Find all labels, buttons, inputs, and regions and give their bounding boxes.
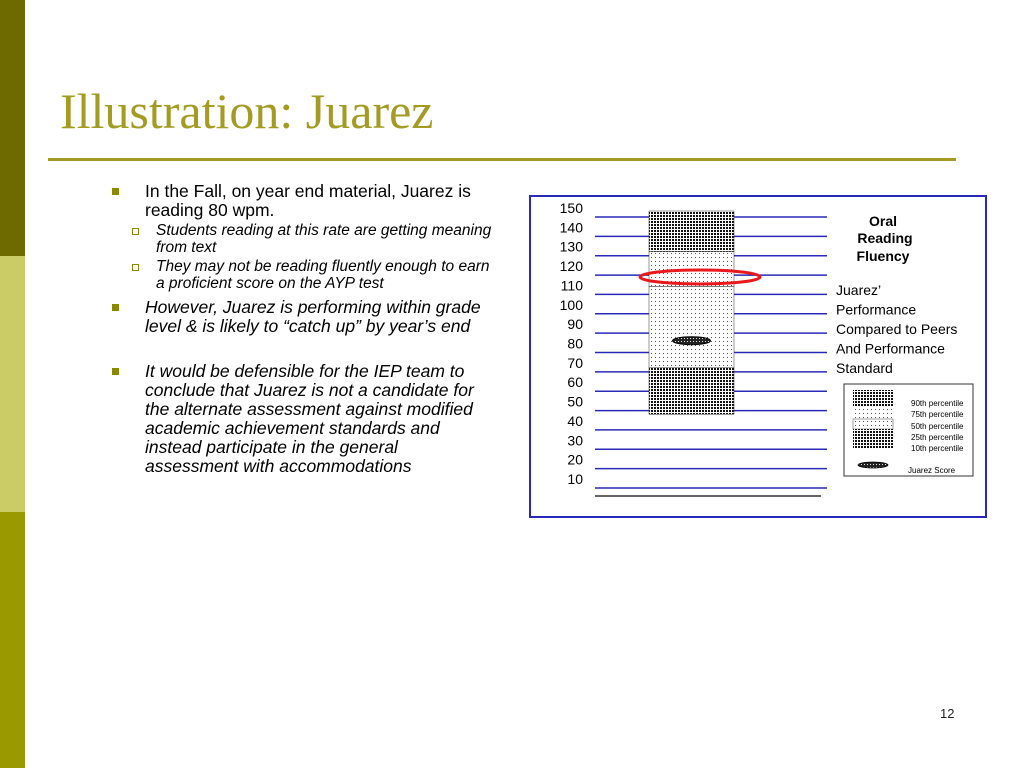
- bar-segment-25-10: [649, 368, 734, 414]
- y-tick-label: 140: [559, 219, 583, 236]
- bullet-item: [112, 362, 492, 476]
- y-tick-label: 130: [559, 238, 583, 255]
- page-number: 12: [940, 706, 955, 721]
- y-tick-label: 100: [559, 296, 583, 313]
- legend-entry: 75th percentile: [911, 410, 964, 419]
- chart-title-line: Oral: [868, 213, 898, 229]
- chart-frame: [529, 195, 987, 518]
- legend-swatch-mid-lower: [853, 419, 893, 429]
- chart-title-line: Reading: [857, 230, 913, 246]
- chart-subtitle-line: Compared to Peers: [836, 321, 958, 337]
- legend-swatch-mid-upper: [853, 407, 893, 419]
- chart-subtitle-line: And Performance: [836, 340, 945, 357]
- bar-segment-90-75: [649, 211, 734, 252]
- sidebar-band-bottom: [0, 512, 25, 768]
- square-bullet-icon: [112, 368, 119, 375]
- legend-score-marker: [858, 462, 888, 468]
- y-tick-label: 110: [560, 277, 583, 294]
- chart-title-line: Fluency: [856, 248, 910, 264]
- square-bullet-icon: [112, 304, 119, 311]
- y-tick-label: 60: [567, 374, 583, 391]
- chart-subtitle-line: Performance: [836, 301, 917, 318]
- bar-segment-50-25: [649, 286, 734, 367]
- y-tick-label: 10: [567, 471, 583, 487]
- y-tick-label: 40: [567, 412, 583, 429]
- sub-bullet-text: Students reading at this rate are getting meaning from text: [156, 222, 492, 256]
- legend-entry: 50th percentile: [911, 422, 964, 431]
- hollow-square-bullet-icon: [132, 264, 139, 271]
- legend-swatch-lower: [853, 429, 893, 448]
- legend-entry: 10th percentile: [911, 444, 964, 453]
- bullet-list: [112, 182, 492, 476]
- title-underline: [48, 158, 956, 161]
- sidebar-band-middle: [0, 256, 25, 512]
- chart-legend: [844, 384, 973, 476]
- hollow-square-bullet-icon: [132, 228, 139, 235]
- square-bullet-icon: [112, 188, 119, 195]
- y-tick-label: 90: [567, 316, 583, 333]
- y-tick-label: 70: [567, 354, 583, 371]
- legend-entry: Juarez Score: [908, 466, 956, 475]
- bullet-text: However, Juarez is performing within grade level & is likely to “catch up” by year’s end: [145, 297, 481, 336]
- sidebar-band-top: [0, 0, 25, 256]
- bullet-text: It would be defensible for the IEP team to conclude that Juarez is not a candidate for the alternate assessment against modified academic achievement standards and instead participate in the general assessment with accommodations: [145, 361, 474, 476]
- bullet-item: [112, 182, 492, 220]
- y-tick-label: 50: [567, 393, 583, 410]
- oral-reading-fluency-chart: [531, 197, 985, 516]
- legend-swatch-upper: [853, 390, 893, 407]
- y-tick-label: 120: [559, 258, 583, 275]
- sub-bullet-item: [79, 223, 492, 256]
- chart-subtitle-line: Juarez’: [836, 282, 882, 298]
- slide-title: Illustration: Juarez: [60, 83, 434, 139]
- y-tick-label: 150: [559, 200, 583, 216]
- sub-bullet-item: [79, 259, 492, 292]
- y-tick-label: 30: [567, 432, 583, 449]
- bullet-item: [112, 298, 492, 336]
- chart-subtitle-line: Standard: [836, 360, 893, 376]
- y-tick-label: 80: [567, 335, 583, 352]
- sub-bullet-text: They may not be reading fluently enough to earn a proficient score on the AYP test: [156, 258, 490, 292]
- legend-entry: 90th percentile: [911, 399, 964, 408]
- legend-entry: 25th percentile: [911, 433, 964, 442]
- y-tick-label: 20: [567, 451, 583, 468]
- bullet-text: In the Fall, on year end material, Juarez is reading 80 wpm.: [145, 181, 471, 220]
- juarez-score-marker: [673, 337, 711, 345]
